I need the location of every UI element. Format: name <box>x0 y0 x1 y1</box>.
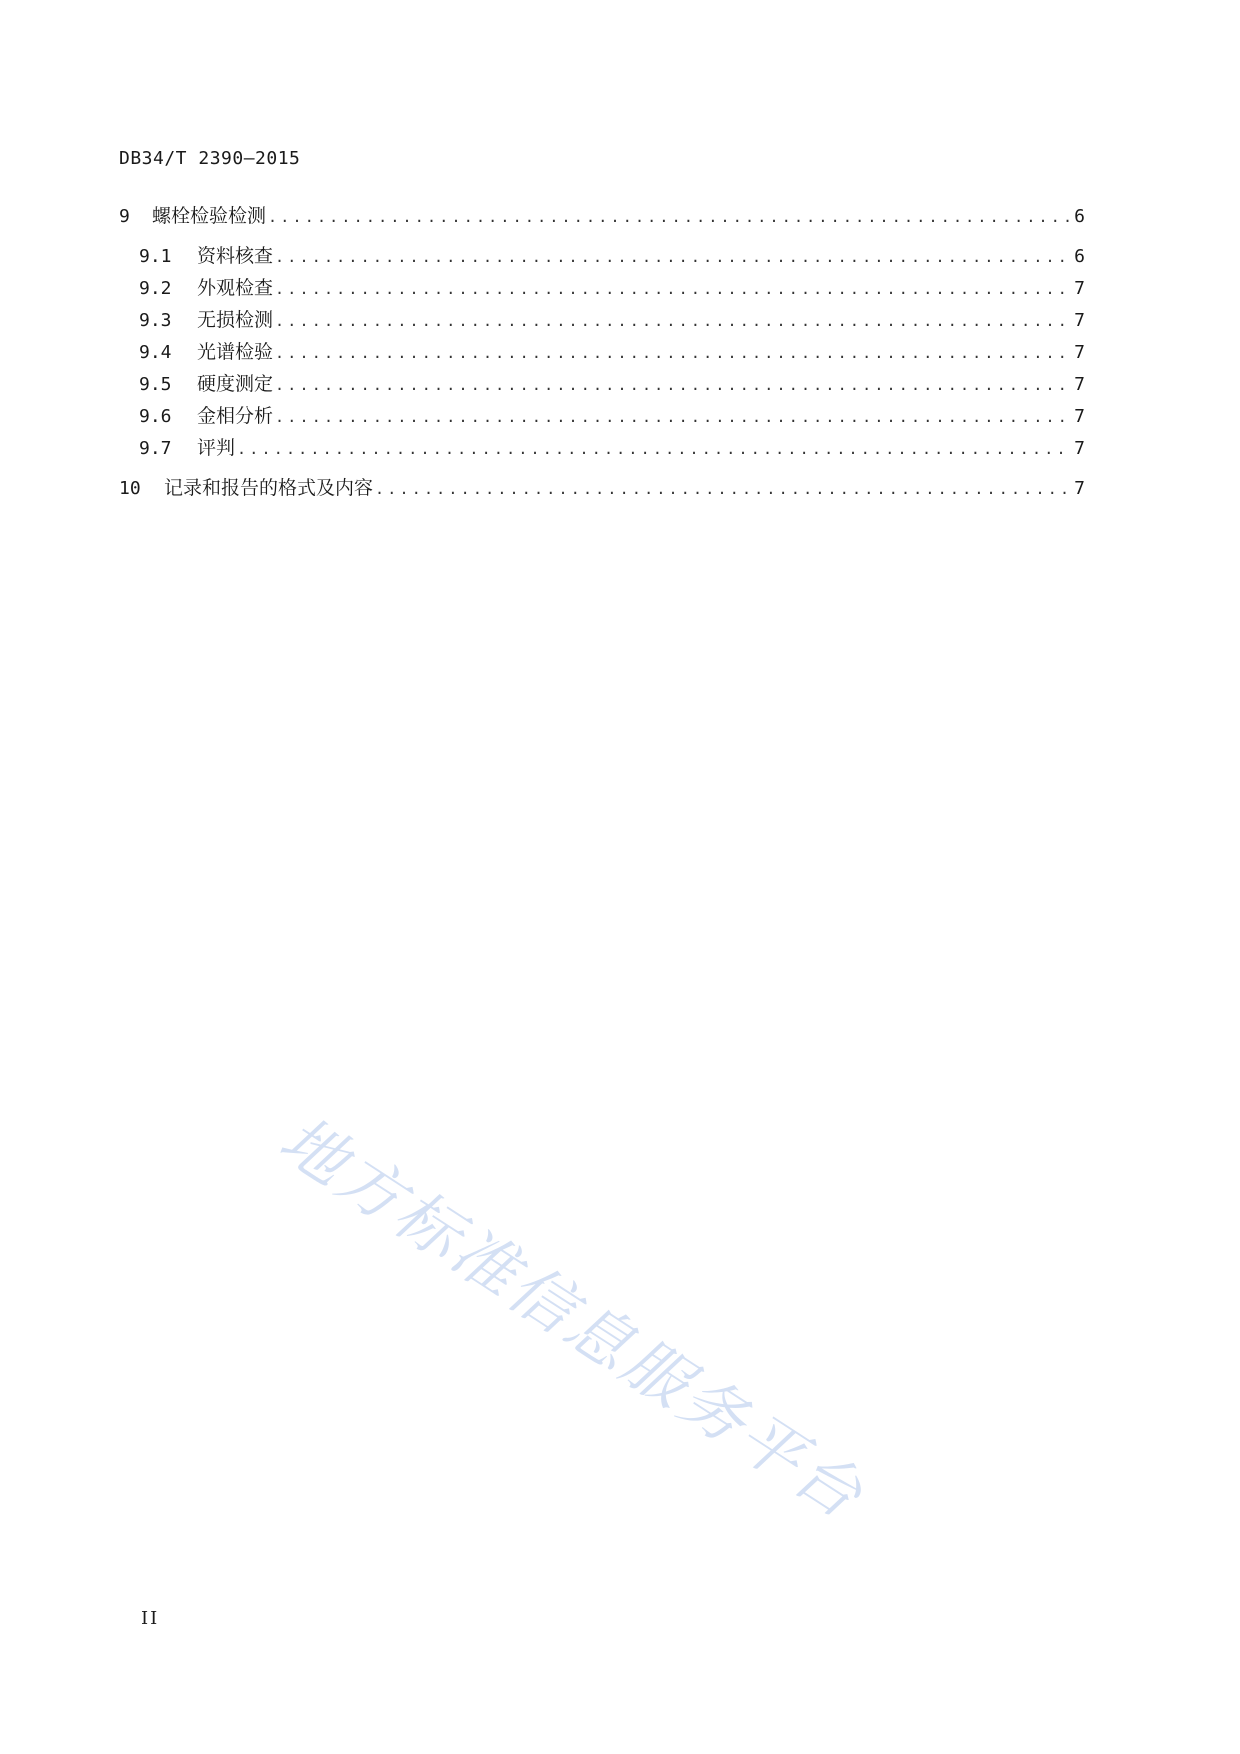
toc-entry-title: 评判 <box>197 437 236 459</box>
toc-entry-title: 资料核查 <box>197 245 274 267</box>
toc-entry[interactable] <box>119 240 1085 272</box>
toc-dot-leader <box>275 273 1072 305</box>
toc-entry-number: 9.5 <box>139 374 172 395</box>
toc-entry-number: 9.6 <box>139 406 172 427</box>
toc-dot-leader <box>275 241 1072 273</box>
watermark: 地方标准信息服务平台 <box>266 1102 878 1535</box>
toc-entry-page: 7 <box>1074 478 1085 499</box>
toc-dot-leader <box>275 369 1072 401</box>
toc-entry-number: 9 <box>119 206 130 227</box>
toc-entry[interactable] <box>119 432 1085 464</box>
toc-entry-number: 10 <box>119 478 141 499</box>
toc-dot-leader <box>275 337 1072 369</box>
toc-entry-number: 9.1 <box>139 246 172 267</box>
toc-entry-title: 金相分析 <box>197 405 274 427</box>
toc-entry[interactable] <box>119 272 1085 304</box>
toc-entry-number: 9.3 <box>139 310 172 331</box>
toc-entry-number: 9.4 <box>139 342 172 363</box>
toc-dot-leader <box>275 305 1072 337</box>
toc-entry-title: 无损检测 <box>197 309 274 331</box>
toc-entry-title: 外观检查 <box>197 277 274 299</box>
toc-entry-title: 硬度测定 <box>197 373 274 395</box>
toc-entry-title: 螺栓检验检测 <box>152 205 267 227</box>
toc-entry[interactable] <box>119 304 1085 336</box>
toc-entry-page: 7 <box>1074 438 1085 459</box>
toc-entry-number: 9.7 <box>139 438 172 459</box>
toc-entry[interactable] <box>119 400 1085 432</box>
toc-entry-title: 光谱检验 <box>197 341 274 363</box>
toc-entry[interactable] <box>119 200 1085 232</box>
page-number: II <box>141 1608 160 1629</box>
toc-entry-page: 7 <box>1074 374 1085 395</box>
toc-dot-leader <box>375 473 1072 505</box>
toc-entry[interactable] <box>119 336 1085 368</box>
document-code: DB34/T 2390—2015 <box>119 148 301 169</box>
toc-entry[interactable] <box>119 368 1085 400</box>
toc-entry-page: 6 <box>1074 246 1085 267</box>
toc-entry-page: 7 <box>1074 406 1085 427</box>
table-of-contents <box>119 200 1085 504</box>
toc-dot-leader <box>268 201 1072 233</box>
toc-entry-title: 记录和报告的格式及内容 <box>164 477 374 499</box>
toc-entry-page: 7 <box>1074 310 1085 331</box>
toc-entry-page: 7 <box>1074 342 1085 363</box>
toc-entry-page: 7 <box>1074 278 1085 299</box>
toc-entry-number: 9.2 <box>139 278 172 299</box>
toc-dot-leader <box>275 401 1072 433</box>
toc-entry[interactable] <box>119 472 1085 504</box>
toc-entry-page: 6 <box>1074 206 1085 227</box>
toc-dot-leader <box>237 433 1072 465</box>
